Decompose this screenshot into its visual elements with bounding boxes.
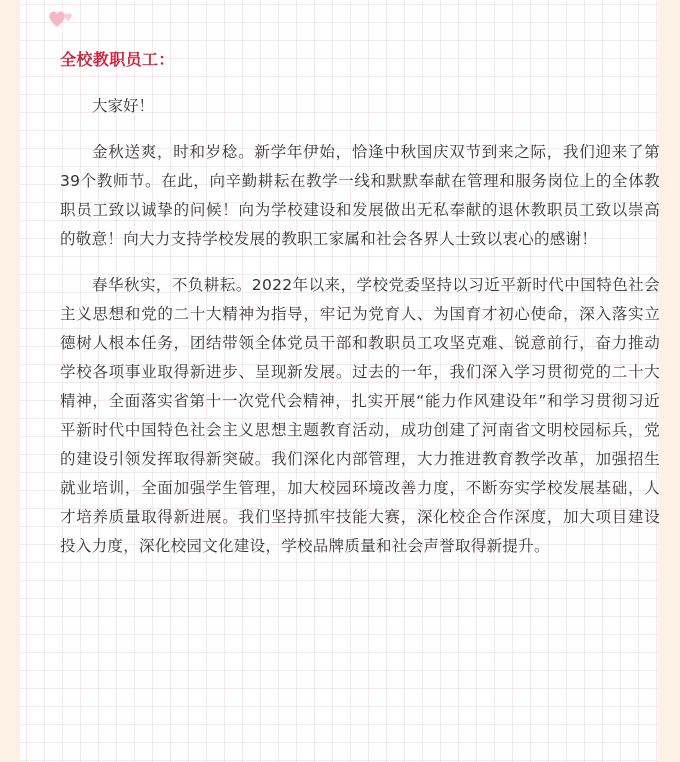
letter-paragraph-2: 春华秋实，不负耕耘。2022年以来，学校党委坚持以习近平新时代中国特色社会主义思想和党的二十大精神为指导，牢记为党育人、为国育才初心使命，深入落实立德树人根本任务，团结带领全体党员干部和教职员工攻坚克难、锐意前行，奋力推动学校各项事业取得新进步、呈现新发展。过去的一年，我们深入学习贯彻党的二十大精神，全面落实省第十一次党代会精神，扎实开展“能力作风建设年”和学习贯彻习近平新时代中国特色社会主义思想主题教育活动，成功创建了河南省文明校园标兵，党的建设引领发挥取得新突破。我们深化内部管理，大力推进教育教学改革，加强招生就业培训，全面加强学生管理，加大校园环境改善力度，不断夯实学校发展基础，人才培养质量取得新进展。我们坚持抓牢技能大赛，深化校企合作深度，加大项目建设投入力度，深化校园文化建设，学校品牌质量和社会声誉取得新提升。 xyxy=(60,276,660,555)
letter-content xyxy=(60,48,660,561)
letter-salutation: 全校教职员工： xyxy=(60,50,175,69)
letter-paragraph-1: 金秋送爽，时和岁稔。新学年伊始，恰逢中秋国庆双节到来之际，我们迎来了第39个教师节。在此，向辛勤耕耘在教学一线和默默奉献在管理和服务岗位上的全体教职员工致以诚挚的问候！向为学校建设和发展做出无私奉献的退休教职员工致以崇高的敬意！向大力支持学校发展的教职工家属和社会各界人士致以衷心的感谢！ xyxy=(60,143,660,248)
letter-sheet xyxy=(20,0,658,762)
letter-greeting: 大家好！ xyxy=(92,97,155,115)
hearts-icon xyxy=(48,8,76,30)
